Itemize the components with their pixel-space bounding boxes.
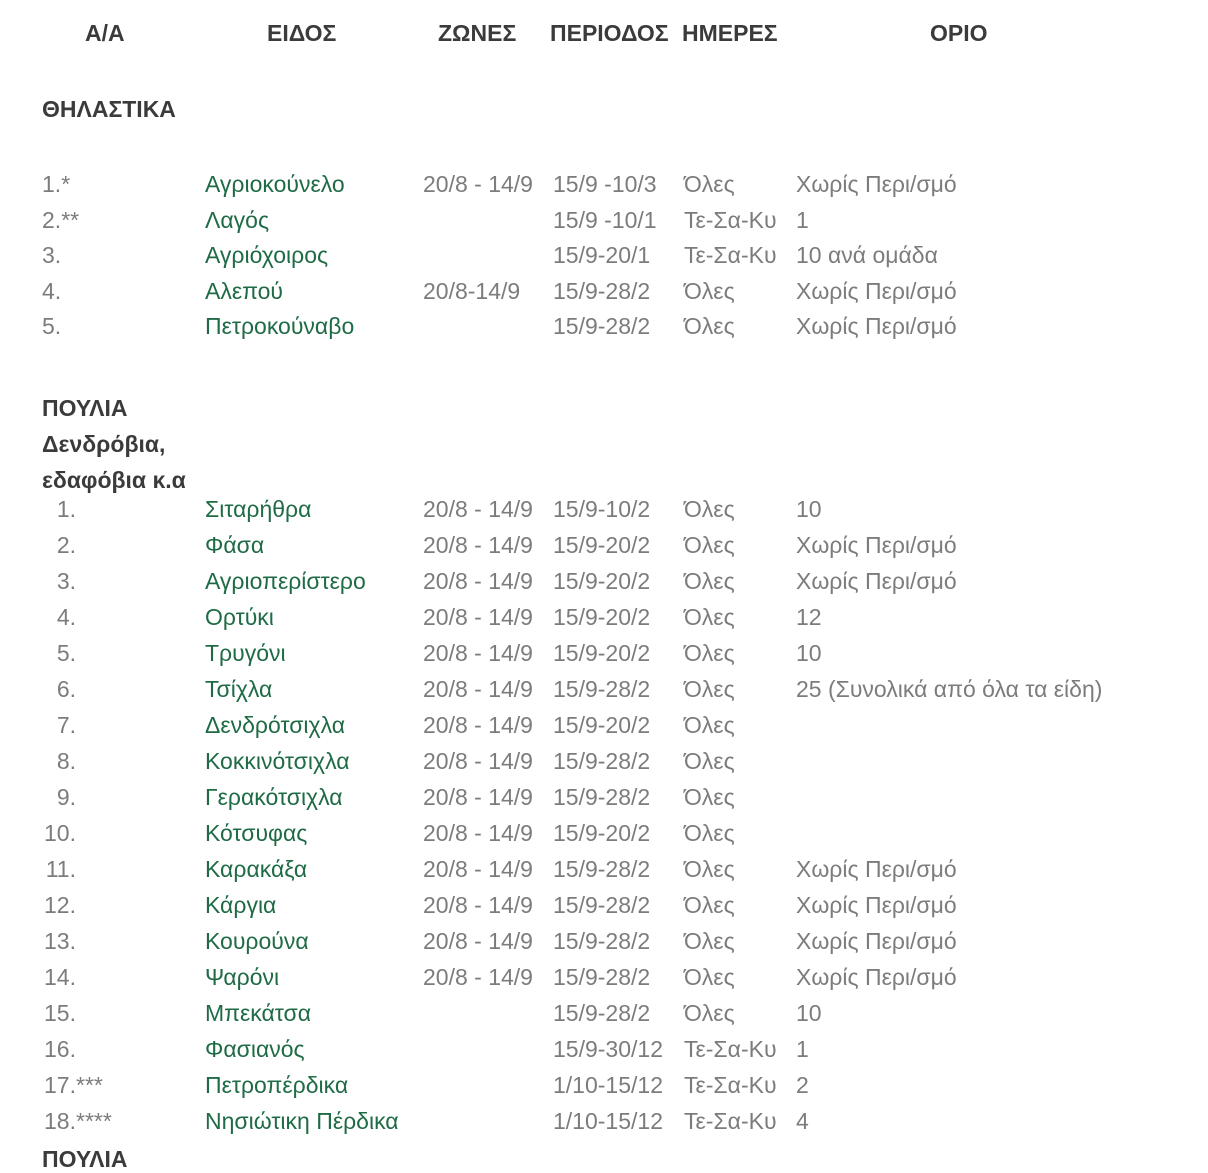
row-number: 1. <box>56 495 76 522</box>
days-cell: Όλες <box>684 603 735 630</box>
days-cell: Όλες <box>684 783 735 810</box>
section-title-birds-line3: εδαφόβια κ.α <box>42 467 186 493</box>
period-cell: 15/9-20/2 <box>553 603 651 630</box>
column-header-periodos: ΠΕΡΙΟΔΟΣ <box>550 20 669 46</box>
footnote-asterisks: ** <box>61 206 80 233</box>
table-row <box>0 887 1208 923</box>
species-name: Δενδρότσιχλα <box>205 711 346 738</box>
days-cell: Όλες <box>684 675 735 702</box>
days-cell: Όλες <box>684 639 735 666</box>
row-number-cell <box>42 820 205 847</box>
zones-cell: 20/8 - 14/9 <box>423 963 533 990</box>
days-cell: Όλες <box>684 495 735 522</box>
row-number-cell <box>42 278 205 305</box>
table-row <box>0 527 1208 563</box>
section-title-birds-next: ΠΟΥΛΙΑ <box>42 1146 128 1172</box>
row-number: 18. <box>44 1107 76 1134</box>
row-number: 8. <box>56 747 76 774</box>
table-row <box>0 563 1208 599</box>
limit-cell: 10 <box>796 639 822 666</box>
species-name: Κουρούνα <box>205 927 309 954</box>
species-name: Τσίχλα <box>205 675 273 702</box>
days-cell: Όλες <box>684 963 735 990</box>
birds-rows <box>0 491 1208 1139</box>
days-cell: Τε-Σα-Κυ <box>684 1071 777 1098</box>
row-number-cell <box>42 892 205 919</box>
footnote-asterisks: *** <box>76 1071 103 1098</box>
zones-cell: 20/8-14/9 <box>423 277 521 304</box>
limit-cell: 12 <box>796 603 822 630</box>
period-cell: 15/9-28/2 <box>553 783 651 810</box>
row-number-cell <box>42 1000 205 1027</box>
period-cell: 15/9-28/2 <box>553 277 651 304</box>
zones-cell: 20/8 - 14/9 <box>423 783 533 810</box>
period-cell: 15/9-28/2 <box>553 891 651 918</box>
row-number-cell <box>42 207 205 234</box>
days-cell: Όλες <box>684 277 735 304</box>
table-row <box>0 203 1208 239</box>
period-cell: 1/10-15/12 <box>553 1107 663 1134</box>
row-number: 2. <box>56 531 76 558</box>
row-number: 14. <box>44 963 76 990</box>
table-row <box>0 995 1208 1031</box>
period-cell: 15/9 -10/3 <box>553 171 657 198</box>
days-cell: Όλες <box>684 567 735 594</box>
row-number: 5. <box>42 313 62 340</box>
section-title-birds-line2: Δενδρόβια, <box>42 431 166 457</box>
zones-cell: 20/8 - 14/9 <box>423 819 533 846</box>
species-name: Πετροκούναβο <box>205 313 355 340</box>
column-header-zones: ΖΩΝΕΣ <box>438 20 517 46</box>
table-row <box>0 671 1208 707</box>
days-cell: Όλες <box>684 313 735 340</box>
species-name: Τρυγόνι <box>205 639 286 666</box>
row-number: 13. <box>44 927 76 954</box>
table-row <box>0 1031 1208 1067</box>
period-cell: 15/9-28/2 <box>553 675 651 702</box>
row-number: 10. <box>44 819 76 846</box>
species-name: Κότσυφας <box>205 819 308 846</box>
row-number: 4. <box>42 277 62 304</box>
limit-cell: 1 <box>796 1035 809 1062</box>
limit-cell: Χωρίς Περι/σμό <box>796 927 957 954</box>
limit-cell: Χωρίς Περι/σμό <box>796 277 957 304</box>
period-cell: 15/9-28/2 <box>553 313 651 340</box>
table-row <box>0 815 1208 851</box>
species-name: Κοκκινότσιχλα <box>205 747 350 774</box>
days-cell: Όλες <box>684 819 735 846</box>
days-cell: Όλες <box>684 171 735 198</box>
days-cell: Τε-Σα-Κυ <box>684 1035 777 1062</box>
days-cell: Τε-Σα-Κυ <box>684 1107 777 1134</box>
period-cell: 15/9-20/2 <box>553 567 651 594</box>
row-number: 15. <box>44 999 76 1026</box>
period-cell: 15/9-20/2 <box>553 531 651 558</box>
species-name: Φάσα <box>205 531 265 558</box>
footnote-asterisks: **** <box>76 1107 112 1134</box>
row-number-cell <box>42 712 205 739</box>
days-cell: Όλες <box>684 999 735 1026</box>
row-number-cell <box>42 856 205 883</box>
period-cell: 15/9-20/2 <box>553 819 651 846</box>
row-number: 17. <box>44 1071 76 1098</box>
zones-cell: 20/8 - 14/9 <box>423 711 533 738</box>
table-row <box>0 274 1208 310</box>
row-number-cell <box>42 313 205 340</box>
row-number-cell <box>42 496 205 523</box>
row-number-cell <box>42 964 205 991</box>
zones-cell: 20/8 - 14/9 <box>423 171 533 198</box>
table-row <box>0 923 1208 959</box>
zones-cell: 20/8 - 14/9 <box>423 747 533 774</box>
limit-cell: Χωρίς Περι/σμό <box>796 567 957 594</box>
row-number-cell <box>42 784 205 811</box>
limit-cell: 25 (Συνολικά από όλα τα είδη) <box>796 675 1103 702</box>
row-number: 2. <box>42 206 62 233</box>
limit-cell: Χωρίς Περι/σμό <box>796 855 957 882</box>
period-cell: 15/9-28/2 <box>553 927 651 954</box>
table-row <box>0 491 1208 527</box>
table-row <box>0 238 1208 274</box>
limit-cell: 1 <box>796 206 809 233</box>
zones-cell: 20/8 - 14/9 <box>423 531 533 558</box>
zones-cell: 20/8 - 14/9 <box>423 675 533 702</box>
species-name: Μπεκάτσα <box>205 999 312 1026</box>
limit-cell: 10 <box>796 999 822 1026</box>
column-header-eidos: ΕΙΔΟΣ <box>267 20 337 46</box>
table-row <box>0 707 1208 743</box>
column-header-aa: Α/Α <box>85 20 125 46</box>
zones-cell: 20/8 - 14/9 <box>423 495 533 522</box>
days-cell: Όλες <box>684 711 735 738</box>
section-title-birds-line1: ΠΟΥΛΙΑ <box>42 395 128 421</box>
table-row <box>0 1067 1208 1103</box>
row-number-cell <box>42 171 205 198</box>
row-number: 7. <box>56 711 76 738</box>
species-name: Γερακότσιχλα <box>205 783 343 810</box>
species-name: Λαγός <box>205 206 270 233</box>
period-cell: 15/9-30/12 <box>553 1035 663 1062</box>
days-cell: Τε-Σα-Κυ <box>684 242 777 269</box>
zones-cell: 20/8 - 14/9 <box>423 927 533 954</box>
zones-cell: 20/8 - 14/9 <box>423 855 533 882</box>
table-row <box>0 309 1208 345</box>
species-name: Πετροπέρδικα <box>205 1071 349 1098</box>
column-header-orio: ΟΡΙΟ <box>930 20 988 46</box>
period-cell: 15/9 -10/1 <box>553 206 657 233</box>
row-number: 11. <box>45 855 76 882</box>
row-number: 6. <box>56 675 76 702</box>
limit-cell: 10 ανά ομάδα <box>796 242 938 269</box>
limit-cell: Χωρίς Περι/σμό <box>796 963 957 990</box>
species-name: Φασιανός <box>205 1035 305 1062</box>
days-cell: Όλες <box>684 927 735 954</box>
row-number: 3. <box>56 567 76 594</box>
days-cell: Όλες <box>684 531 735 558</box>
period-cell: 15/9-28/2 <box>553 747 651 774</box>
row-number-cell <box>42 1108 205 1135</box>
table-row <box>0 1103 1208 1139</box>
days-cell: Όλες <box>684 891 735 918</box>
section-title-mammals: ΘΗΛΑΣΤΙΚΑ <box>42 96 176 122</box>
limit-cell: Χωρίς Περι/σμό <box>796 171 957 198</box>
mammals-rows <box>0 167 1208 345</box>
table-row <box>0 635 1208 671</box>
row-number-cell <box>42 1072 205 1099</box>
table-row <box>0 779 1208 815</box>
footnote-asterisks: * <box>61 171 71 198</box>
row-number-cell <box>42 928 205 955</box>
row-number: 5. <box>56 639 76 666</box>
species-name: Αγριόχοιρος <box>205 242 329 269</box>
period-cell: 15/9-28/2 <box>553 999 651 1026</box>
row-number-cell <box>42 748 205 775</box>
period-cell: 15/9-28/2 <box>553 855 651 882</box>
species-name: Ορτύκι <box>205 603 274 630</box>
days-cell: Όλες <box>684 747 735 774</box>
limit-cell: 4 <box>796 1107 809 1134</box>
limit-cell: Χωρίς Περι/σμό <box>796 891 957 918</box>
row-number-cell <box>42 568 205 595</box>
table-row <box>0 959 1208 995</box>
period-cell: 15/9-10/2 <box>553 495 651 522</box>
zones-cell: 20/8 - 14/9 <box>423 891 533 918</box>
species-name: Καρακάξα <box>205 855 308 882</box>
row-number: 9. <box>56 783 76 810</box>
row-number: 3. <box>42 242 62 269</box>
row-number-cell <box>42 604 205 631</box>
table-row <box>0 599 1208 635</box>
row-number: 16. <box>44 1035 76 1062</box>
row-number-cell <box>42 676 205 703</box>
species-name: Σιταρήθρα <box>205 495 312 522</box>
period-cell: 15/9-20/2 <box>553 711 651 738</box>
period-cell: 1/10-15/12 <box>553 1071 663 1098</box>
row-number-cell <box>42 532 205 559</box>
species-name: Νησιώτικη Πέρδικα <box>205 1107 399 1134</box>
period-cell: 15/9-28/2 <box>553 963 651 990</box>
row-number-cell <box>42 1036 205 1063</box>
period-cell: 15/9-20/2 <box>553 639 651 666</box>
row-number: 12. <box>44 891 76 918</box>
species-name: Αγριοπερίστερο <box>205 567 366 594</box>
row-number-cell <box>42 640 205 667</box>
period-cell: 15/9-20/1 <box>553 242 651 269</box>
days-cell: Τε-Σα-Κυ <box>684 206 777 233</box>
column-header-hmeres: ΗΜΕΡΕΣ <box>682 20 778 46</box>
limit-cell: Χωρίς Περι/σμό <box>796 531 957 558</box>
row-number-cell <box>42 242 205 269</box>
table-row <box>0 851 1208 887</box>
limit-cell: 10 <box>796 495 822 522</box>
limit-cell: Χωρίς Περι/σμό <box>796 313 957 340</box>
species-name: Ψαρόνι <box>205 963 280 990</box>
species-name: Αγριοκούνελο <box>205 171 345 198</box>
zones-cell: 20/8 - 14/9 <box>423 639 533 666</box>
days-cell: Όλες <box>684 855 735 882</box>
table-row <box>0 167 1208 203</box>
zones-cell: 20/8 - 14/9 <box>423 567 533 594</box>
limit-cell: 2 <box>796 1071 809 1098</box>
section-title-birds <box>42 390 186 498</box>
row-number: 1. <box>42 171 62 198</box>
row-number: 4. <box>56 603 76 630</box>
zones-cell: 20/8 - 14/9 <box>423 603 533 630</box>
species-name: Αλεπού <box>205 277 284 304</box>
species-name: Κάργια <box>205 891 277 918</box>
table-row <box>0 743 1208 779</box>
